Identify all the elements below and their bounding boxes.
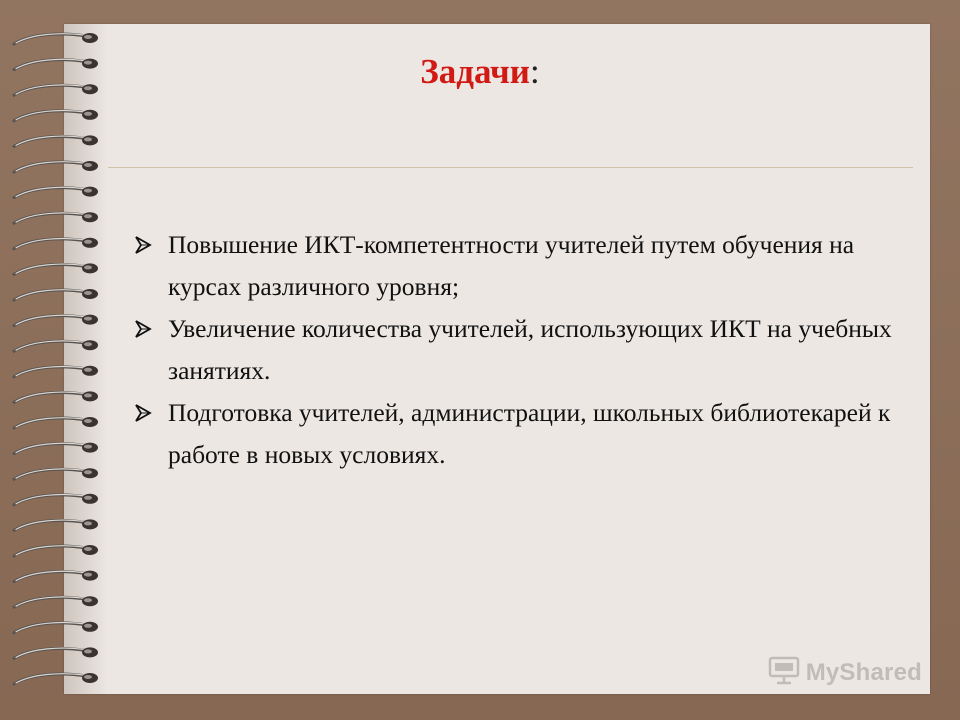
binding-ring (14, 468, 98, 479)
slide-title: Задачи (420, 52, 530, 91)
binding-ring (14, 494, 98, 505)
binding-ring (14, 33, 98, 44)
binding-ring (14, 161, 98, 172)
binding-ring (14, 571, 98, 582)
binding-ring (14, 238, 98, 249)
arrow-bullet-icon (132, 224, 156, 266)
task-text: Повышение ИКТ-компетентности учителей путем обучения на курсах различного уровня; (168, 230, 855, 301)
binding-ring (14, 443, 98, 454)
binding-ring (14, 135, 98, 146)
binding-ring (14, 315, 98, 326)
spiral-binding (0, 0, 110, 720)
task-text: Подготовка учителей, администрации, школьных библиотекарей к работе в новых условиях. (168, 398, 891, 469)
binding-ring (14, 545, 98, 556)
binding-ring (14, 622, 98, 633)
title-divider (108, 167, 913, 168)
binding-ring (14, 596, 98, 607)
binding-ring (14, 673, 98, 684)
slide-title-block (0, 52, 960, 92)
binding-ring (14, 289, 98, 300)
binding-ring (14, 647, 98, 658)
title-colon: : (529, 52, 540, 91)
binding-ring (14, 519, 98, 530)
binding-ring (14, 263, 98, 274)
binding-ring (14, 212, 98, 223)
arrow-bullet-icon (132, 308, 156, 350)
watermark (768, 655, 922, 690)
binding-ring (14, 391, 98, 402)
binding-ring (14, 187, 98, 198)
presentation-board-icon (768, 655, 800, 690)
task-item (132, 224, 892, 308)
binding-ring (14, 110, 98, 121)
task-item (132, 308, 892, 392)
task-text: Увеличение количества учителей, использующих ИКТ на учебных занятиях. (168, 314, 892, 385)
binding-ring (14, 417, 98, 428)
binding-ring (14, 366, 98, 377)
task-list (132, 224, 892, 476)
task-item (132, 392, 892, 476)
watermark-brand: MyShared (805, 658, 922, 686)
binding-ring (14, 340, 98, 351)
arrow-bullet-icon (132, 392, 156, 434)
